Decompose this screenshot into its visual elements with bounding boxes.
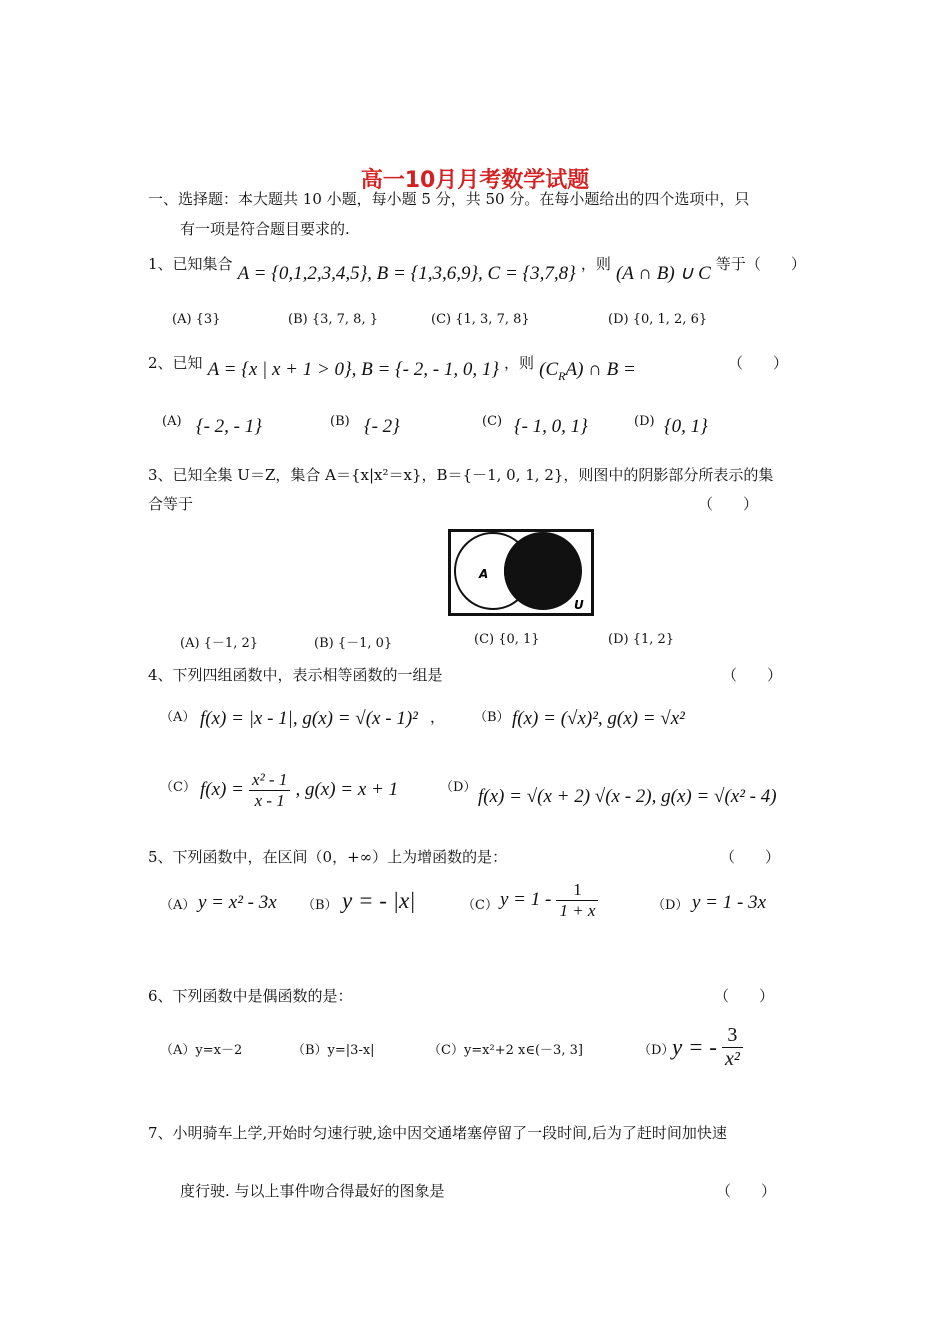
venn-label-u: U (574, 598, 584, 612)
q5-option-b-math: y = - |x| (342, 888, 416, 913)
q6-d-numerator: 3 (722, 1024, 743, 1048)
q5-option-a-label: （A） (160, 898, 196, 913)
q2-option-d-math: {0, 1} (664, 416, 708, 437)
q1-expression: (A ∩ B) ∪ C (615, 263, 711, 284)
q2-answer-paren: （ ） (728, 354, 789, 372)
q4-c-fraction (249, 770, 290, 810)
q5-c-numerator: 1 (556, 880, 598, 901)
q6-d-denominator: x² (724, 1048, 740, 1070)
venn-label-a: A (479, 567, 489, 581)
q3-stem-line2: 合等于 (148, 495, 194, 513)
q4-option-d-label: （D） (440, 780, 477, 795)
q6-answer-paren: （ ） (714, 987, 775, 1005)
q1-formula: A = {0,1,2,3,4,5}, B = {1,3,6,9}, C = {3,7,8} (237, 263, 576, 284)
q3-option-b: (B) {－1, 0} (314, 636, 393, 651)
q5-option-c-math (500, 880, 598, 920)
venn-diagram (448, 529, 594, 616)
q2-option-b-label: (B) (330, 414, 350, 429)
q1-option-a: (A) {3} (172, 312, 221, 327)
q2-mid: ，则 (504, 354, 535, 372)
q6-option-b: （B）y=|3-x| (292, 1043, 375, 1058)
q6-option-c: （C）y=x²+2 x∈(－3, 3] (428, 1043, 583, 1058)
q3-option-d: (D) {1, 2} (608, 632, 675, 647)
q2-expr-part2: A) ∩ B = (565, 359, 636, 380)
q4-option-d-math: f(x) = √(x + 2) √(x - 2), g(x) = √(x² - 4) (478, 786, 777, 807)
q7-answer-paren: （ ） (716, 1182, 777, 1200)
section-instructions-line2: 有一项是符合题目要求的. (180, 220, 350, 238)
q5-c-denominator: 1 + x (559, 900, 596, 920)
q4-option-b-math: f(x) = (√x)², g(x) = √x² (512, 708, 685, 729)
q6-option-d-math (672, 1024, 743, 1071)
q4-answer-paren: （ ） (722, 666, 783, 684)
q5-option-d-label: （D） (652, 898, 689, 913)
q3-option-c: (C) {0, 1} (474, 632, 540, 647)
q3-answer-paren: （ ） (698, 495, 759, 513)
q4-c-denominator: x - 1 (254, 790, 285, 810)
q6-option-a: （A）y=x－2 (160, 1043, 243, 1058)
venn-diagram-svg (448, 529, 594, 616)
q1-option-b: (B) {3, 7, 8, } (288, 312, 378, 327)
q7-stem-line2: 度行驶. 与以上事件吻合得最好的图象是 (180, 1182, 445, 1200)
q4-c-rest: , g(x) = x + 1 (295, 779, 399, 801)
q2-option-a-math: {- 2, - 1} (196, 416, 262, 437)
q2-expression (539, 359, 636, 383)
q4-option-a-comma: ， (430, 708, 446, 726)
q2-prefix: 2、已知 (148, 354, 203, 372)
q1-option-c: (C) {1, 3, 7, 8} (431, 312, 530, 327)
q2-option-c-label: (C) (482, 414, 503, 429)
q2-expr-part1: (C (539, 359, 559, 380)
q6-d-fraction (722, 1024, 743, 1071)
q4-option-c-label: （C） (160, 780, 196, 795)
q4-option-a-math: f(x) = |x - 1|, g(x) = √(x - 1)² (200, 708, 418, 729)
q4-option-b-label: （B） (474, 710, 510, 725)
question-1 (148, 252, 806, 284)
q4-stem: 4、下列四组函数中，表示相等函数的一组是 (148, 666, 443, 684)
q5-answer-paren: （ ） (720, 848, 781, 866)
q2-option-c-math: {- 1, 0, 1} (514, 416, 588, 437)
q1-suffix: 等于（ ） (715, 255, 806, 273)
q1-mid: ，则 (580, 255, 611, 273)
q2-option-d-label: (D) (634, 414, 655, 429)
q5-stem: 5、下列函数中，在区间（0，+∞）上为增函数的是： (148, 848, 508, 866)
q5-option-a-math: y = x² - 3x (198, 892, 277, 913)
section-instructions-line1: 一、选择题：本大题共 10 小题，每小题 5 分，共 50 分。在每小题给出的四个选项中，只 (148, 190, 750, 208)
q2-formula: A = {x | x + 1 > 0}, B = {- 2, - 1, 0, 1} (207, 359, 499, 380)
q7-stem-line1: 7、小明骑车上学,开始时匀速行驶,途中因交通堵塞停留了一段时间,后为了赶时间加快速 (148, 1124, 727, 1142)
q5-option-d-math: y = 1 - 3x (692, 892, 767, 913)
page-title: 高一10月月考数学试题 (360, 168, 590, 193)
q4-option-c-math (200, 770, 398, 810)
q2-option-a-label: (A) (162, 414, 182, 429)
q2-expr-sub: R (558, 368, 566, 383)
q3-stem-line1: 3、已知全集 U＝Z，集合 A＝{x|x²＝x}，B＝{－1, 0, 1, 2}，则图中的阴影部分所表示的集 (148, 466, 774, 484)
q5-option-c-label: （C） (462, 898, 498, 913)
q4-c-f: f(x) = (200, 779, 244, 801)
q6-option-d-label: （D） (638, 1043, 675, 1058)
q5-option-b-label: （B） (302, 898, 338, 913)
q3-option-a: (A) {－1, 2} (180, 636, 259, 651)
question-2 (148, 352, 636, 383)
q5-c-pre: y = 1 - (500, 889, 552, 911)
q1-option-d: (D) {0, 1, 2, 6} (608, 312, 708, 327)
q6-stem: 6、下列函数中是偶函数的是： (148, 987, 353, 1005)
q2-option-b-math: {- 2} (364, 416, 400, 437)
q4-c-numerator: x² - 1 (249, 770, 290, 791)
q6-d-pre: y = - (672, 1034, 717, 1060)
q5-c-fraction (556, 880, 598, 920)
q1-prefix: 1、已知集合 (148, 255, 233, 273)
q4-option-a-label: （A） (160, 710, 196, 725)
